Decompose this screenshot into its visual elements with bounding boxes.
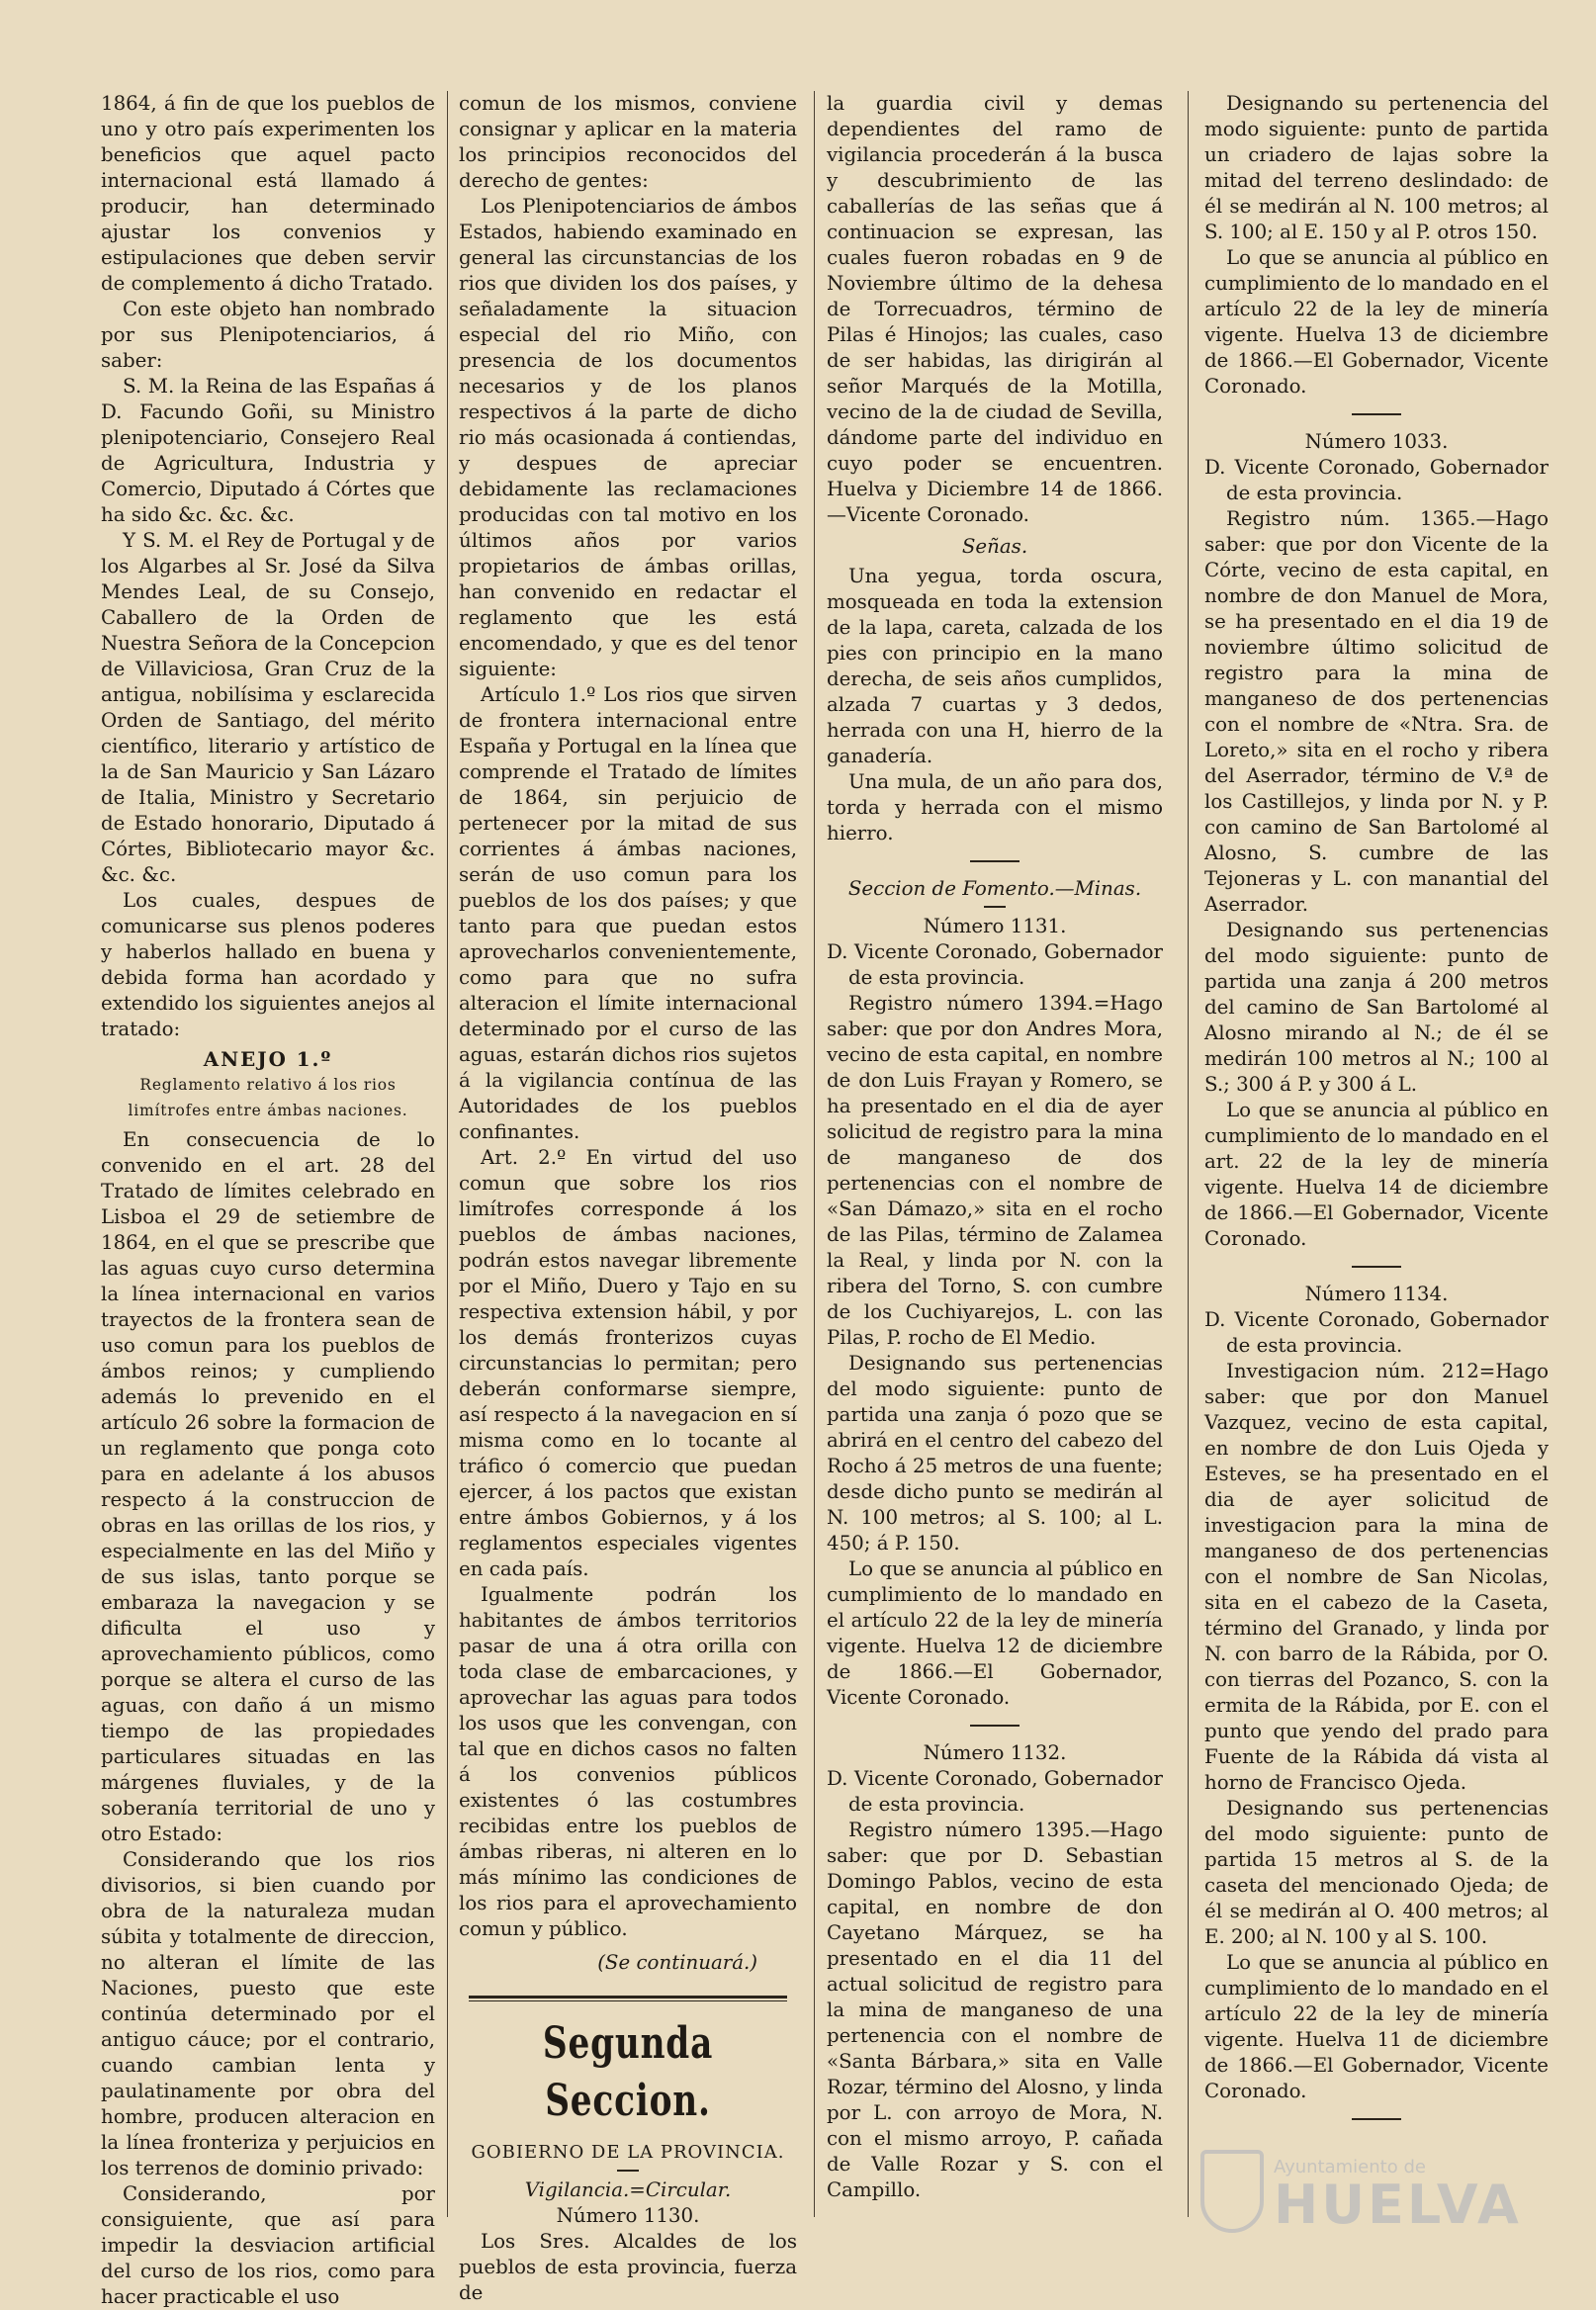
paragraph: Y S. M. el Rey de Portugal y de los Algarbes al Sr. José da Silva Mendes Leal, de su Consejo, Caballero de la Orden de Nuestra Señora de la Concepcion de Villaviciosa, Gran Cruz de la antigua, nobilísima y esclarecida Orden de Santiago, del mérito científico, literario y artístico de la de San Mauricio y San Lázaro de Italia, Ministro y Secretario de Estado honorario, Diputado á Córtes, Bibliotecario mayor &c. &c. &c. [101, 529, 435, 886]
end-divider [1352, 2118, 1401, 2120]
paragraph: Una yegua, torda oscura, mosqueada en toda la extension de la lapa, careta, calzada de los pies con principio en la mano derecha, de seis años cumplidos, alzada 7 cuartas y 3 dedos, herrada con una H, hierro de la ganadería. [827, 565, 1163, 767]
annex-subheading: Reglamento relativo á los rios limítrofes entre ámbas naciones. [128, 1076, 408, 1119]
article-1: Artículo 1.º Los rios que sirven de frontera internacional entre España y Portugal en la línea que comprende el Tratado de límites de 1864, sin perjuicio de pertenecer por la mitad de sus corrientes á ámbas naciones, serán de uso comun para los pueblos de los dos países; y que tanto para que puedan estos aprovecharlos convenientemente, como para que no sufra alteracion el límite internacional determinado por el curso de las aguas, estarán dichos rios sujetos á la vigilancia contínua de las Autoridades de los pueblos confinantes. [459, 683, 797, 1143]
paragraph: Registro número 1395.—Hago saber: que por D. Sebastian Domingo Pablos, vecino de esta capital, en nombre de don Cayetano Márquez, se ha presentado en el dia 11 del actual solicitud de registro para la mina de manganeso de una pertenencia con el nombre de «Santa Bárbara,» sita en Valle Rozar, término del Alosno, y linda por L. con arroyo de Mora, N. con el mismo arroyo, P. cañada de Valle Rozar y S. con el Campillo. [827, 1819, 1163, 2201]
paragraph: D. Vicente Coronado, Gobernador de esta provincia. [827, 1767, 1163, 1816]
dash-divider [617, 2170, 639, 2172]
paragraph: Lo que se anuncia al público en cumplimiento de lo mandado en el artículo 22 de la ley de minería vigente. Huelva 13 de diciembre de 1866.—El Gobernador, Vicente Coronado. [1204, 246, 1549, 398]
section-heading: Seccion de Fomento.—Minas. [847, 877, 1142, 900]
paragraph: Con este objeto han nombrado por sus Plenipotenciarios, á saber: [101, 298, 435, 372]
article-2: Art. 2.º En virtud del uso comun que sobre los rios limítrofes corresponde á los pueblos de ámbas naciones, podrán estos navegar libremente por el Miño, Duero y Tajo en su respectiva extension hábil, y por los demás fronterizos cuyas circunstancias lo permitan; pero deberán conformarse siempre, así respecto á la navegacion en sí misma como en lo tocante al tráfico ó comercio que puedan ejercer, á los pactos que existan entre ámbos Gobiernos, y á los reglamentos especiales vigentes en cada país. [459, 1146, 797, 1580]
signs-heading: Señas. [961, 535, 1028, 558]
column-rule [814, 91, 815, 2217]
paragraph: Lo que se anuncia al público en cumplimiento de lo mandado en el artículo 22 de la ley de minería vigente. Huelva 11 de diciembre de 1866.—El Gobernador, Vicente Coronado. [1204, 1951, 1549, 2102]
column-rule [447, 91, 448, 2217]
paragraph: Designando sus pertenencias del modo siguiente: punto de partida una zanja á 200 metros del camino de San Bartolomé al Alosno mirando al N.; de él se medirán 100 metros al N.; 100 al S.; 300 á P. y 300 á L. [1204, 919, 1549, 1096]
divider [970, 860, 1020, 862]
paragraph: Igualmente podrán los habitantes de ámbos territorios pasar de una á otra orilla con toda clase de embarcaciones, y aprovechar las aguas para todos los usos que les convengan, con tal que en dichos casos no falten á los convenios públicos existentes ó las costumbres recibidas entre los pueblos de ámbas riberas, ni alteren en lo más mínimo las condiciones de los rios para el aprovechamiento comun y público. [459, 1583, 797, 1940]
paragraph: Lo que se anuncia al público en cumplimiento de lo mandado en el art. 22 de la ley de minería vigente. Huelva 14 de diciembre de 1866.—El Gobernador, Vicente Coronado. [1204, 1099, 1549, 1250]
government-heading: GOBIERNO DE LA PROVINCIA. [471, 2142, 785, 2163]
section-title: Segunda Seccion. [542, 2018, 714, 2126]
column-1 [101, 91, 435, 2308]
paragraph: Designando sus pertenencias del modo siguiente: punto de partida una zanja ó pozo que se abrirá en el centro del cabezo del Rocho á 25 metros de una fuente; desde dicho punto se medirán al N. 100 metros; al S. 100; al L. 450; á P. 150. [827, 1352, 1163, 1555]
paragraph: Los Sres. Alcaldes de los pueblos de esta provincia, fuerza de [459, 2230, 797, 2304]
paragraph: la guardia civil y demas dependientes del ramo de vigilancia procederán á la busca y descubrimiento de las caballerías de las señas que á continuacion se expresan, las cuales fueron robadas en 9 de Noviembre último de la dehesa de Torrecuadros, término de Pilas é Hinojos; las cuales, caso de ser habidas, las dirigirán al señor Marqués de la Motilla, vecino de la de ciudad de Sevilla, dándome parte del individuo en cuyo poder se encuentren. Huelva y Diciembre 14 de 1866.—Vicente Coronado. [827, 92, 1163, 526]
paragraph: D. Vicente Coronado, Gobernador de esta provincia. [1204, 1308, 1549, 1357]
paragraph: Los Plenipotenciarios de ámbos Estados, habiendo examinado en general las circunstancias de los rios que dividen los dos países, y señaladamente la situacion especial del rio Miño, con presencia de los documentos necesarios y de los planos respectivos á la parte de dicho rio más ocasionada á contiendas, y despues de apreciar debidamente las reclamaciones producidas con tal motivo en los últimos años por varios propietarios de ámbas orillas, han convenido en redactar el reglamento que les está encomendado, y que es del tenor siguiente: [459, 195, 797, 680]
paragraph: S. M. la Reina de las Españas á D. Facundo Goñi, su Ministro plenipotenciario, Consejero Real de Agricultura, Industria y Comercio, Diputado á Córtes que ha sido &c. &c. &c. [101, 375, 435, 526]
coat-of-arms-icon [1200, 2150, 1264, 2233]
paragraph: Designando sus pertenencias del modo siguiente: punto de partida 15 metros al S. de la caseta del mencionado Ojeda; de él se medirán al O. 400 metros; al E. 200; al N. 100 y al S. 100. [1204, 1797, 1549, 1948]
paragraph: Investigacion núm. 212=Hago saber: que por don Manuel Vazquez, vecino de esta capital, en nombre de don Luis Ojeda y Esteves, se ha presentado en el dia de ayer solicitud de investigacion para la mina de manganeso de dos pertenencias con el nombre de San Nicolas, sita en el cabezo de la Caseta, término del Granado, y linda por N. con barro de la Rábida, por O. con tierras del Pozanco, S. con la ermita de la Rábida, por E. con el punto que yendo del prado para Fuente de la Rábida dá vista al horno de Francisco Ojeda. [1204, 1360, 1549, 1794]
notice-number: Número 1131. [923, 915, 1067, 937]
notice-number: Número 1134. [1304, 1283, 1449, 1305]
divider [970, 1725, 1020, 1727]
notice-number: Número 1132. [923, 1741, 1067, 1764]
notice-number: Número 1033. [1304, 430, 1449, 453]
watermark-line2: HUELVA [1274, 2174, 1522, 2236]
column-4 [1204, 91, 1549, 2227]
divider [1352, 1266, 1401, 1268]
dash-divider [984, 906, 1006, 908]
column-3 [827, 91, 1163, 2227]
archive-watermark [1200, 2134, 1556, 2236]
paragraph: Considerando, por consiguiente, que así para impedir la desviacion artificial del curso de los rios, como para hacer practicable el uso [101, 2182, 435, 2308]
continued-note: (Se continuará.) [597, 1951, 757, 1974]
column-2 [459, 91, 797, 2304]
paragraph: Considerando que los rios divisorios, si bien cuando por obra de la naturaleza mudan súbita y totalmente de direccion, no alteran el límite de las Naciones, puesto que este continúa determinado por el antiguo cáuce; por el contrario, cuando cambian lenta y paulatinamente por obra del hombre, producen alteracion en la línea fronteriza y perjuicios en los terrenos de dominio privado: [101, 1848, 435, 2179]
notice-number: Número 1130. [556, 2204, 700, 2227]
annex-heading: ANEJO 1.º [203, 1047, 333, 1071]
paragraph: En consecuencia de lo convenido en el art. 28 del Tratado de límites celebrado en Lisboa el 29 de setiembre de 1864, en el que se prescribe que las aguas cuyo curso determina la línea internacional en varios trayectos de la frontera sean de uso comun para los pueblos de ámbos reinos; y cumpliendo además lo prevenido en el artículo 26 sobre la formacion de un reglamento que ponga coto para en adelante á los abusos respecto á la construccion de obras en las orillas de los rios, y especialmente en las del Miño y de sus islas, tanto porque se embaraza la navegacion y se dificulta el uso y aprovechamiento públicos, como porque se altera el curso de las aguas, con daño á un mismo tiempo de las propiedades particulares situadas en las márgenes fluviales, y de la soberanía territorial de uno y otro Estado: [101, 1128, 435, 1845]
section-divider [469, 1996, 787, 2001]
paragraph: comun de los mismos, conviene consignar y aplicar en la materia los principios reconocidos del derecho de gentes: [459, 92, 797, 192]
circular-heading: Vigilancia.=Circular. [524, 2178, 732, 2201]
watermark-line1: Ayuntamiento de [1274, 2157, 1426, 2177]
paragraph: Registro número 1394.=Hago saber: que por don Andres Mora, vecino de esta capital, en nombre de don Luis Frayan y Romero, se ha presentado en el dia de ayer solicitud de registro para la mina de manganeso de dos pertenencias con el nombre de «San Dámazo,» sita en el rocho de las Pilas, término de Zalamea la Real, y linda por N. con la ribera del Torno, S. con cumbre de los Cuchiyarejos, L. con las Pilas, P. rocho de El Medio. [827, 992, 1163, 1349]
divider [1352, 413, 1401, 415]
paragraph: Registro núm. 1365.—Hago saber: que por don Vicente de la Córte, vecino de esta capital, en nombre de don Manuel de Mora, se ha presentado en el dia 19 de noviembre último solicitud de registro para la mina de manganeso de dos pertenencias con el nombre de «Ntra. Sra. de Loreto,» sita en el rocho y ribera del Aserrador, término de V.ª de los Castillejos, y linda por N. y P. con camino de San Bartolomé al Alosno, S. cumbre de las Tejoneras y L. con manantial del Aserrador. [1204, 507, 1549, 916]
paragraph: Una mula, de un año para dos, torda y herrada con el mismo hierro. [827, 770, 1163, 844]
column-rule [1188, 91, 1189, 2217]
watermark-text [1274, 2157, 1522, 2236]
paragraph: D. Vicente Coronado, Gobernador de esta provincia. [1204, 456, 1549, 504]
paragraph: Lo que se anuncia al público en cumplimiento de lo mandado en el artículo 22 de la ley de minería vigente. Huelva 12 de diciembre de 1866.—El Gobernador, Vicente Coronado. [827, 1557, 1163, 1709]
paragraph: Designando su pertenencia del modo siguiente: punto de partida un criadero de lajas sobre la mitad del terreno deslindado: de él se medirán al N. 100 metros; al S. 100; al E. 150 y al P. otros 150. [1204, 92, 1549, 243]
paragraph: 1864, á fin de que los pueblos de uno y otro país experimenten los beneficios que aquel pacto internacional está llamado á producir, han determinado ajustar los convenios y estipulaciones que deben servir de complemento á dicho Tratado. [101, 92, 435, 295]
paragraph: Los cuales, despues de comunicarse sus plenos poderes y haberlos hallado en buena y debida forma han acordado y extendido los siguientes anejos al tratado: [101, 889, 435, 1040]
paragraph: D. Vicente Coronado, Gobernador de esta provincia. [827, 940, 1163, 989]
